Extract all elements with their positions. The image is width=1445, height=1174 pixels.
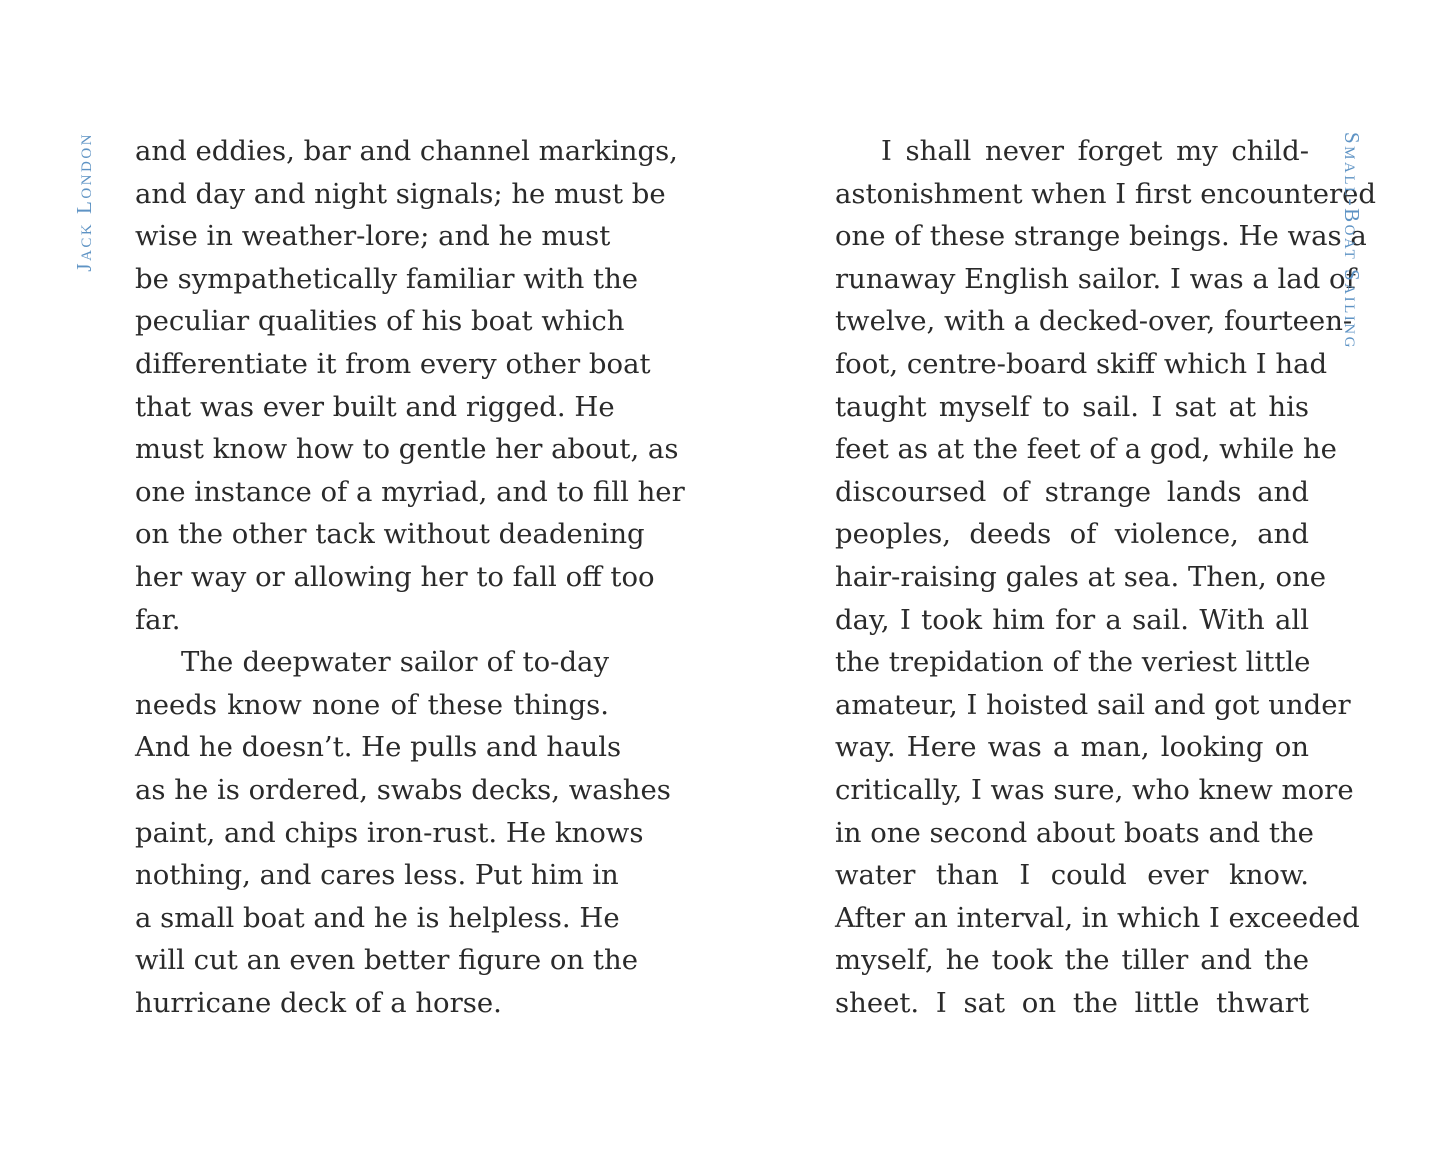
text-line: sheet. I sat on the little thwart — [835, 986, 1309, 1019]
text-line: feet as at the feet of a god, while he — [835, 433, 1337, 466]
text-line: myself, he took the tiller and the — [835, 944, 1309, 977]
text-line: that was ever built and rigged. He — [135, 390, 615, 423]
text-line: way. Here was a man, looking on — [835, 731, 1309, 764]
text-line: The deepwater sailor of to-day — [181, 646, 609, 679]
text-line: discoursed of strange lands and — [835, 475, 1309, 508]
text-line: paint, and chips iron-rust. He knows — [135, 816, 644, 849]
text-line: one of these strange beings. He was a — [835, 220, 1367, 253]
text-line: astonishment when I first encountered — [835, 177, 1376, 210]
text-line: hair-raising gales at sea. Then, one — [835, 560, 1327, 593]
text-line: hurricane deck of a horse. — [135, 986, 502, 1019]
text-line: and day and night signals; he must be — [135, 177, 666, 210]
text-line: amateur, I hoisted sail and got under — [835, 688, 1351, 721]
right-page — [722, 0, 1445, 1174]
text-line: day, I took him for a sail. With all — [835, 603, 1309, 636]
text-line: needs know none of these things. — [135, 688, 609, 721]
text-line: And he doesn’t. He pulls and hauls — [135, 731, 622, 764]
text-line: After an interval, in which I exceeded — [835, 901, 1360, 934]
text-line: critically, I was sure, who knew more — [835, 773, 1354, 806]
text-line: in one second about boats and the — [835, 816, 1314, 849]
text-line: foot, centre-board skiff which I had — [835, 347, 1328, 380]
text-line: taught myself to sail. I sat at his — [835, 390, 1309, 423]
text-line: a small boat and he is helpless. He — [135, 901, 620, 934]
text-line: the trepidation of the veriest little — [835, 646, 1311, 679]
text-line: on the other tack without deadening — [135, 518, 645, 551]
text-line: runaway English sailor. I was a lad of — [835, 262, 1356, 295]
running-head-author: Jack London — [72, 132, 96, 272]
text-line: peculiar qualities of his boat which — [135, 305, 625, 338]
text-line: far. — [135, 603, 181, 636]
running-head-title: Small-Boat Sailing — [1340, 132, 1364, 350]
text-line: as he is ordered, swabs decks, washes — [135, 773, 671, 806]
text-line: I shall never forget my child- — [881, 135, 1309, 167]
text-line: must know how to gentle her about, as — [135, 433, 679, 466]
text-line: peoples, deeds of violence, and — [835, 518, 1309, 551]
text-line: nothing, and cares less. Put him in — [135, 859, 619, 892]
text-line: and eddies, bar and channel markings, — [135, 135, 678, 167]
text-line: her way or allowing her to fall off too — [135, 560, 655, 593]
text-line: water than I could ever know. — [835, 859, 1309, 892]
left-page — [0, 0, 722, 1174]
text-line: differentiate it from every other boat — [135, 347, 651, 380]
text-line: will cut an even better figure on the — [135, 944, 638, 977]
text-line: wise in weather-lore; and he must — [135, 220, 611, 253]
text-line: twelve, with a decked-over, fourteen- — [835, 305, 1353, 338]
left-page-text — [135, 130, 685, 1024]
text-line: one instance of a myriad, and to fill her — [135, 475, 685, 508]
text-line: be sympathetically familiar with the — [135, 262, 639, 295]
